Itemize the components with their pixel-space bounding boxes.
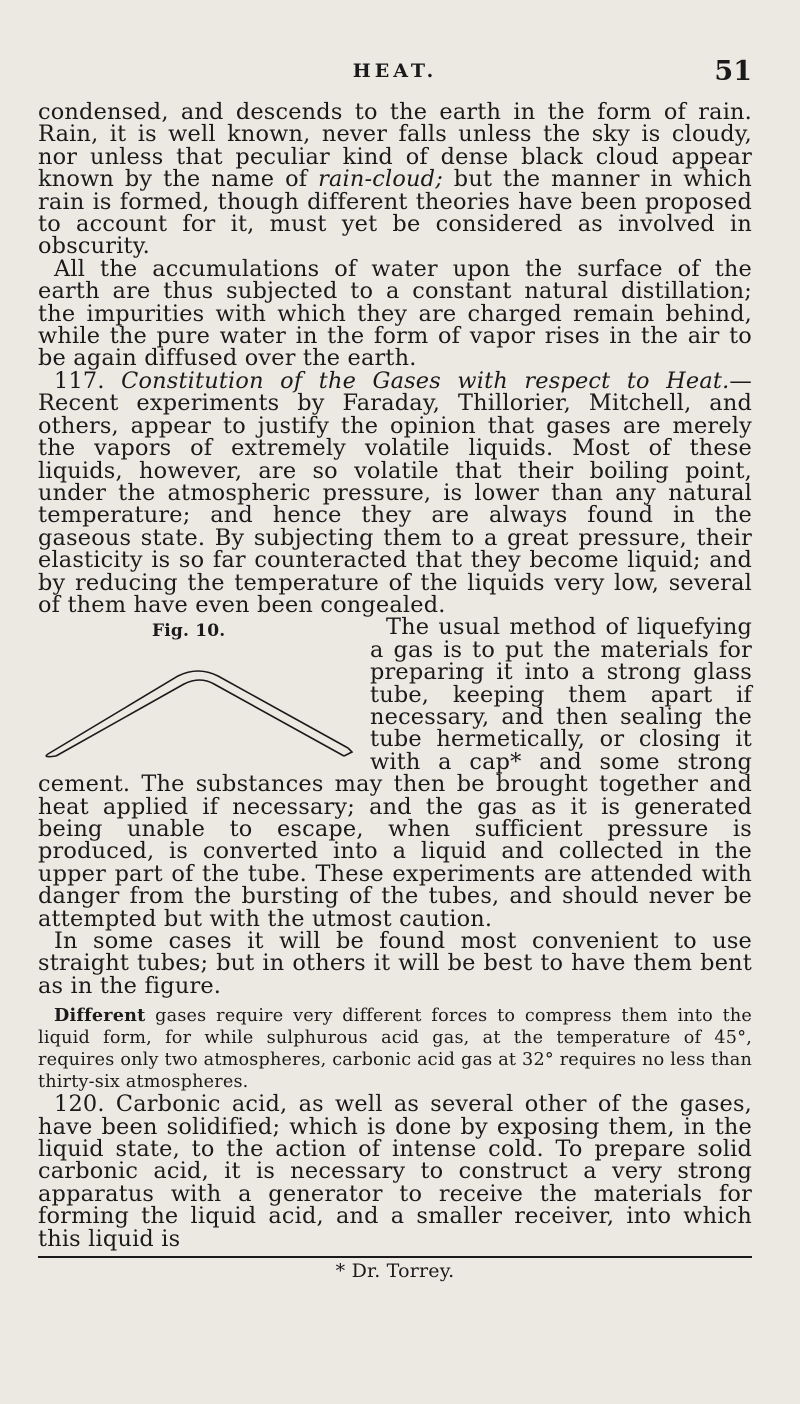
footnote-rule — [38, 1256, 752, 1258]
section-number: 117. — [54, 367, 105, 394]
running-head: HEAT. — [352, 60, 438, 82]
paragraph-tubes: In some cases it will be found most convenient to use straight tubes; but in others it will be best to have them bent as in the figure. — [38, 928, 752, 999]
section-number: 120. — [54, 1091, 105, 1118]
footnote: * Dr. Torrey. — [335, 1260, 455, 1283]
bent-glass-tube-illustration — [38, 640, 358, 760]
section-heading: Constitution of the Gases with respect to Heat. — [121, 367, 730, 394]
paragraph-forces — [38, 1005, 752, 1093]
paragraph-120 — [38, 1093, 752, 1250]
paragraph-liquefying: The usual method of liquefying a gas is to put the materials for preparing it into a strong glass tube, keeping them apart if necessary, and then sealing the tube hermetically, or closing it with a cap* and some strong cement. The substances may then be brought together and heat applied if necessary; and the gas as it is generated being unable to escape, when sufficient pressure is produced, is converted into a liquid and collected in the upper part of the tube. These experiments are attended with danger from the bursting of the tubes, and should never be attempted but with the utmost caution. — [38, 614, 752, 932]
paragraph-text: gases require very different forces to compress them into the liquid form, for while sulphurous acid gas, at the temperature of 45°, requires only two atmospheres, carbonic acid gas at 32° requires no less than thirty-six atmospheres. — [38, 1006, 752, 1093]
figure-label: Fig. 10. — [152, 621, 226, 642]
page-number: 51 — [714, 56, 752, 87]
paragraph-text: condensed, and descends to the earth in the form of rain. Rain, it is well known, never falls unless the sky is cloudy, nor unless that peculiar kind of dense black cloud appear known by the name of — [38, 99, 752, 193]
paragraph-text: but the manner in which rain is formed, though different theories have been proposed to account for it, must yet be considered as involved in obscurity. — [38, 166, 752, 260]
figure-bent-tube — [38, 616, 358, 762]
paragraph-lead: Different — [54, 1005, 146, 1027]
paragraph-117 — [38, 367, 752, 618]
paragraph-rain — [38, 101, 752, 258]
paragraph-text: —Recent experiments by Faraday, Thillorier, Mitchell, and others, appear to justify the opinion that gases are merely the vapors of extremely volatile liquids. Most of these liquids, however, are so volatile that their boiling point, under the atmospheric pressure, is lower than any natural temperature; and hence they are always found in the gaseous state. By subjecting them to a great pressure, their elasticity is so far counteracted that they become liquid; and by reducing the temperature of the liquids very low, several of them have even been congealed. — [38, 367, 752, 618]
page-body — [38, 101, 752, 1283]
paragraph-distillation: All the accumulations of water upon the surface of the earth are thus subjected to a constant natural distillation; the impurities with which they are charged remain behind, while the pure water in the form of vapor rises in the air to be again diffused over the earth. — [38, 255, 752, 372]
italic-term: rain-cloud; — [318, 166, 443, 193]
paragraph-text: Carbonic acid, as well as several other of the gases, have been solidified; which is done by exposing them, in the liquid state, to the action of intense cold. To prepare solid carbonic acid, it is necessary to construct a very strong apparatus with a generator to receive the materials for forming the liquid acid, and a smaller receiver, into which this liquid is — [38, 1091, 752, 1252]
